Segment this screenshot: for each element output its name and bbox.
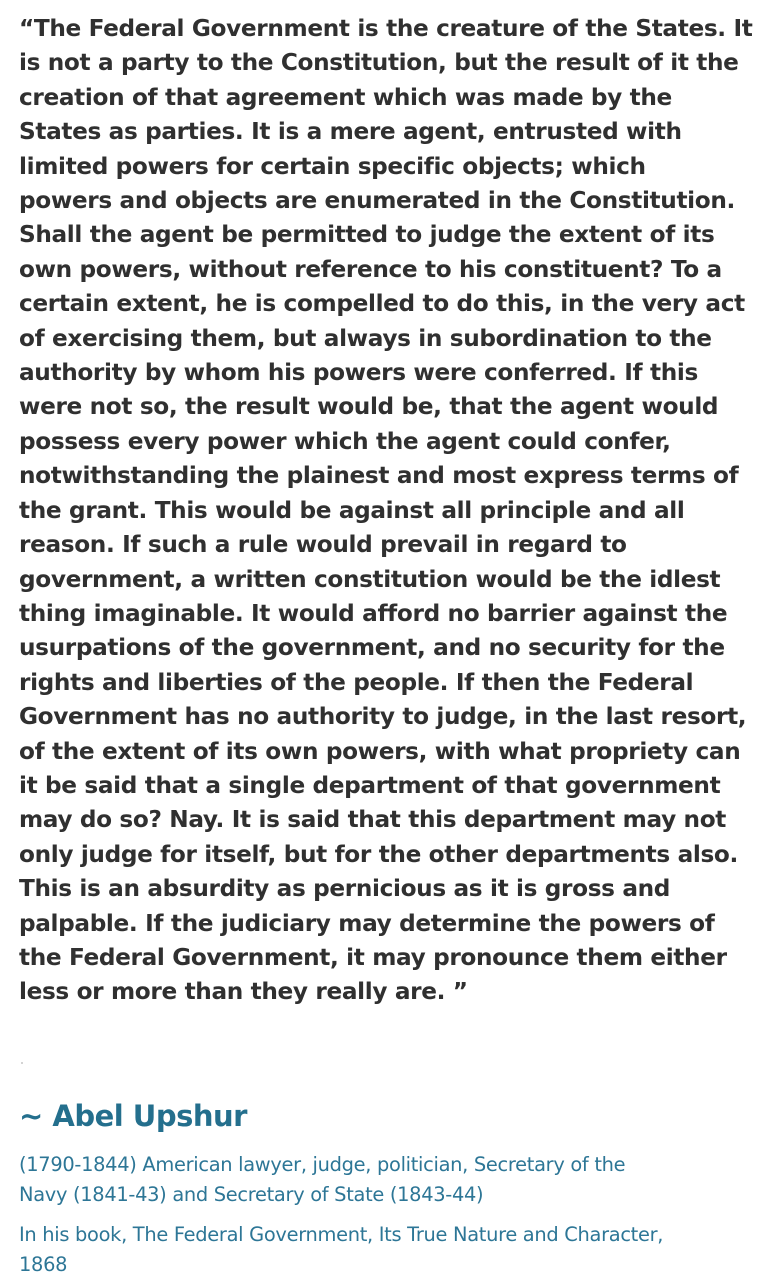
source-line: 1868 — [19, 1252, 68, 1276]
quote-line: limited powers for certain specific objects; which — [19, 152, 646, 180]
quote-line: is not a party to the Constitution, but the result of it the — [19, 49, 739, 77]
quote-line: Government has no authority to judge, in the last resort, — [19, 703, 747, 731]
bio-line: Navy (1841-43) and Secretary of State (1843-44) — [19, 1182, 484, 1206]
quote-line: “The Federal Government is the creature of the States. It — [19, 15, 753, 42]
quote-line: possess every power which the agent could confer, — [19, 427, 671, 455]
quote-line: authority by whom his powers were conferred. If this — [19, 359, 698, 387]
quote-line: the grant. This would be against all principle and all — [19, 496, 685, 524]
quote-line: States as parties. It is a mere agent, entrusted with — [19, 118, 682, 146]
quote-line: notwithstanding the plainest and most express terms of — [19, 462, 739, 490]
quote-line: own powers, without reference to his constituent? To a — [19, 255, 722, 283]
quote-line: rights and liberties of the people. If then the Federal — [19, 668, 694, 696]
quote-line: powers and objects are enumerated in the Constitution. — [19, 187, 735, 215]
quote-line: government, a written constitution would be the idlest — [19, 565, 721, 593]
quote-line: it be said that a single department of that government — [19, 771, 721, 799]
quote-source — [19, 1220, 759, 1279]
source-line: In his book, The Federal Government, Its True Nature and Character, — [19, 1223, 664, 1246]
quote-line: were not so, the result would be, that the agent would — [19, 393, 719, 421]
divider-dot — [21, 1062, 23, 1064]
quote-line: the Federal Government, it may pronounce them either — [19, 943, 727, 971]
author-bio — [19, 1150, 759, 1209]
quote-line: of the extent of its own powers, with what propriety can — [19, 737, 741, 765]
quote-line: palpable. If the judiciary may determine the powers of — [19, 909, 715, 937]
quote-line: This is an absurdity as pernicious as it is gross and — [19, 875, 671, 903]
quote-line: reason. If such a rule would prevail in regard to — [19, 531, 627, 559]
quote-line: Shall the agent be permitted to judge the extent of its — [19, 221, 715, 249]
quote-text — [19, 12, 759, 1010]
quote-line: may do so? Nay. It is said that this department may not — [19, 806, 727, 834]
bio-line: (1790-1844) American lawyer, judge, politician, Secretary of the — [19, 1153, 626, 1176]
quote-line: certain extent, he is compelled to do this, in the very act — [19, 290, 745, 318]
quote-line: less or more than they really are. ” — [19, 978, 468, 1006]
author-name: ~ Abel Upshur — [19, 1099, 247, 1133]
quote-line: creation of that agreement which was made by the — [19, 83, 672, 111]
quote-line: only judge for itself, but for the other departments also. — [19, 840, 738, 868]
quote-line: of exercising them, but always in subordination to the — [19, 324, 712, 352]
quote-line: usurpations of the government, and no security for the — [19, 634, 725, 662]
quote-line: thing imaginable. It would afford no barrier against the — [19, 599, 728, 627]
